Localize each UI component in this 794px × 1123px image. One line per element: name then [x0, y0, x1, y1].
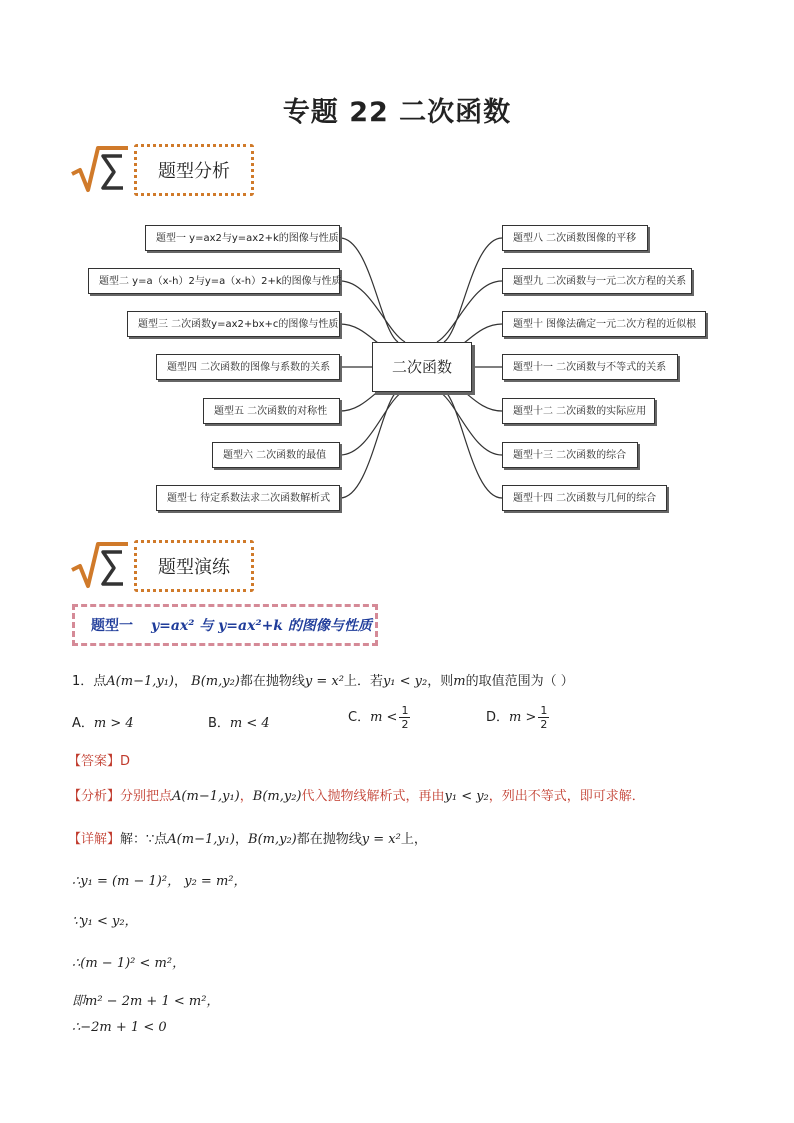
mindmap-node-right: 题型十一 二次函数与不等式的关系 [502, 354, 678, 380]
math: y = x² [361, 832, 401, 847]
math: y = x² [304, 674, 344, 689]
text: 1．点 [72, 674, 107, 689]
topic-label: 题型一 [91, 618, 133, 634]
mindmap-node-left: 题型二 y=a（x-h）2与y=a（x-h）2+k的图像与性质 [88, 268, 340, 294]
tag: 【详解】 [68, 832, 121, 847]
math: A(m−1,y₁) [106, 674, 174, 689]
mindmap-node-right: 题型八 二次函数图像的平移 [502, 225, 648, 251]
sqrt-sigma-icon [70, 540, 130, 592]
math: B(m,y₂) [191, 674, 240, 689]
mindmap-node-left: 题型六 二次函数的最值 [212, 442, 340, 468]
math: y₁ < y₂ [382, 674, 428, 689]
denominator: 2 [540, 718, 548, 731]
solution-step: ∵y₁ < y₂， [72, 914, 138, 929]
text: 都在抛物线 [296, 832, 362, 847]
mindmap-node-left: 题型一 y=ax2与y=ax2+k的图像与性质 [145, 225, 340, 251]
option-label: C． [348, 710, 371, 725]
page-title: 专题 22 二次函数 [282, 97, 512, 128]
fraction [538, 704, 549, 731]
text: 都在抛物线 [239, 674, 305, 689]
analysis-line [68, 785, 645, 804]
math: m [453, 674, 466, 689]
option-label: B． [208, 716, 230, 731]
numerator: 1 [540, 704, 548, 717]
topic-text: y=ax² 与 y=ax²+k 的图像与性质 [151, 618, 372, 634]
mindmap-node-right: 题型十 图像法确定一元二次方程的近似根 [502, 311, 706, 337]
solution-step: 即m² − 2m + 1 < m²， [72, 994, 220, 1009]
math: m > 4 [93, 716, 134, 731]
section-header-practice [70, 540, 260, 596]
math: y₁ < y₂ [444, 789, 489, 804]
option-c [348, 704, 410, 731]
section-title: 题型演练 [134, 540, 254, 592]
text: 代入抛物线解析式，再由 [301, 789, 445, 804]
text: 分别把点 [120, 789, 173, 804]
answer-line [68, 750, 130, 769]
mindmap-node-right: 题型十三 二次函数的综合 [502, 442, 638, 468]
mindmap-node-right: 题型十四 二次函数与几何的综合 [502, 485, 667, 511]
math: B(m,y₂) [252, 789, 302, 804]
option-label: D． [486, 710, 510, 725]
option-label: A． [72, 716, 94, 731]
mindmap-node-left: 题型五 二次函数的对称性 [203, 398, 340, 424]
text: 上．若 [343, 674, 383, 689]
text: ，列出不等式，即可求解． [488, 789, 645, 804]
option-b [208, 712, 270, 731]
mindmap-node-left: 题型四 二次函数的图像与系数的关系 [156, 354, 340, 380]
mindmap-node-right: 题型九 二次函数与一元二次方程的关系 [502, 268, 692, 294]
mindmap-node-right: 题型十二 二次函数的实际应用 [502, 398, 655, 424]
numerator: 1 [401, 704, 409, 717]
math: A(m−1,y₁) [167, 832, 236, 847]
mindmap-node-left: 题型三 二次函数y=ax2+bx+c的图像与性质 [127, 311, 340, 337]
math: A(m−1,y₁) [172, 789, 240, 804]
section-title: 题型分析 [134, 144, 254, 196]
mindmap-center-node: 二次函数 [372, 342, 472, 392]
text: 上， [400, 832, 427, 847]
answer-value: D [120, 754, 131, 769]
math: B(m,y₂) [248, 832, 297, 847]
question-stem [72, 670, 574, 689]
text: ， [174, 674, 188, 689]
tag: 【分析】 [68, 789, 121, 804]
text: ，则 [427, 674, 454, 689]
tag: 【答案】 [68, 754, 121, 769]
option-a [72, 712, 134, 731]
text: ， [239, 789, 253, 804]
topic-heading [72, 604, 378, 646]
solution-step: ∴−2m + 1 < 0 [72, 1020, 167, 1035]
math: m < 4 [229, 716, 270, 731]
math: m < [370, 710, 398, 725]
text: 的取值范围为（ ） [465, 674, 574, 689]
denominator: 2 [401, 718, 409, 731]
text: ， [235, 832, 249, 847]
option-d [486, 704, 549, 731]
math: m > [509, 710, 537, 725]
mindmap-node-left: 题型七 待定系数法求二次函数解析式 [156, 485, 340, 511]
detail-line [68, 828, 427, 847]
solution-step: ∴y₁ = (m − 1)²， y₂ = m²， [72, 874, 247, 889]
text: 解：∵点 [120, 832, 168, 847]
fraction [399, 704, 410, 731]
solution-step: ∴(m − 1)² < m²， [72, 956, 186, 971]
